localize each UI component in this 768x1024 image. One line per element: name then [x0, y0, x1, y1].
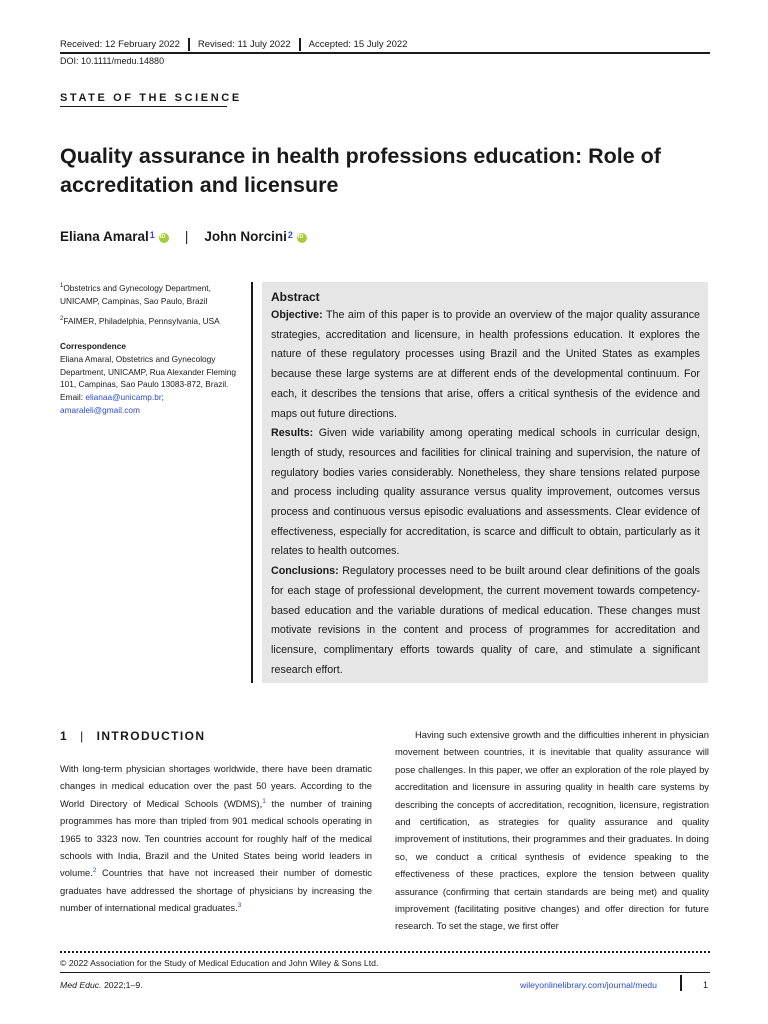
author-name[interactable]: Eliana Amaral — [60, 229, 149, 244]
doi: DOI: 10.1111/medu.14880 — [60, 56, 165, 66]
received-date: Received: 12 February 2022 — [60, 39, 180, 50]
affiliation-1: $^1$Obstetrics and Gynecology Department, UNICAMP, Campinas, Sao Paulo, Brazil — [60, 282, 211, 306]
section-tag-underline — [60, 106, 227, 107]
affiliations-panel — [60, 280, 250, 417]
body-column-right — [395, 726, 709, 935]
orcid-icon[interactable] — [297, 233, 307, 243]
date-separator — [299, 38, 301, 51]
abstract-objective: Objective: The aim of this paper is to provide an overview of the major quality assurance strategies, accreditation and licensure, in health professions education. It explores the nature of these regulatory processes using Brazil and the United States as examples because these large systems are at different ends of the developmental continuum. For each, it describes the tensions that arise, offers a critical synthesis of the evidence and maps out future directions. — [271, 309, 700, 420]
author-affiliation-marker[interactable]: 2 — [287, 229, 293, 240]
footer-rule — [60, 972, 710, 973]
page-number-rule — [680, 975, 682, 991]
date-separator — [188, 38, 190, 51]
accepted-date: Accepted: 15 July 2022 — [308, 39, 408, 50]
email-link[interactable]: amaraleli@gmail.com — [60, 404, 140, 415]
article-dates — [60, 38, 407, 51]
section-heading-separator: | — [80, 729, 85, 743]
revised-date: Revised: 11 July 2022 — [197, 39, 291, 50]
article-title: Quality assurance in health professions education: Role of accreditation and licensure — [60, 144, 661, 197]
body-paragraph: With long-term physician shortages worldwide, there have been dramatic changes in medical education over the past 50 years. According to the World Directory of Medical Schools (WDMS),$^1$ the number of training programmes has more than tripled from 901 medical schools operating in 1965 to 3323 now. Ten countries account for roughly half of the medical schools with India, Brazil and the United States being world leaders in volume.$^2$ Countries that have not increased their number of domestic graduates have addressed the shortage of physicians by increasing the number of international medical graduates.$^3$ — [60, 763, 372, 914]
correspondence-email — [60, 391, 250, 417]
correspondence-heading: Correspondence — [60, 340, 126, 351]
section-tag: STATE OF THE SCIENCE — [60, 92, 242, 104]
email-separator: ; — [161, 392, 164, 403]
email-label: Email: — [60, 392, 84, 403]
section-title: INTRODUCTION — [96, 729, 206, 743]
author-separator: | — [184, 229, 189, 244]
header-rule — [60, 52, 710, 54]
abstract-results: Results: Given wide variability among operating medical schools in curricular design, length of study, resources and facilities for clinical training and supervision, the nature of regulatory bodies varies considerably. Nonetheless, they share tensions related purpose and process including quality assurance versus quality improvement, outcomes versus process and continuous versus episodic evaluations and assessments. Clear evidence of effectiveness, especially for accreditation, is scarce and difficult to obtain, particularly as it relates to health outcomes. — [271, 427, 700, 558]
reference-link[interactable]: 3 — [237, 902, 242, 910]
author-name[interactable]: John Norcini — [204, 229, 287, 244]
reference-link[interactable]: 2 — [92, 867, 97, 875]
journal-website-link[interactable]: wileyonlinelibrary.com/journal/medu — [520, 980, 657, 990]
affiliation-2: $^2$FAIMER, Philadelphia, Pennsylvania, USA — [60, 316, 220, 327]
abstract-box — [262, 282, 708, 683]
author-list — [60, 229, 307, 244]
abstract-conclusions: Conclusions: Regulatory processes need to be built around clear definitions of the goals for each stage of professional development, the current movement towards competency-based education and the variable durations of medical education. These changes must motivate revisions in the content and process of programmes for accreditation and licensure, complimentary efforts towards quality of care, and stimulate a significant research effort. — [271, 565, 700, 676]
abstract-side-rule — [251, 282, 253, 683]
page-number: 1 — [703, 980, 709, 990]
footnote-divider — [60, 951, 710, 953]
reference-link[interactable]: 1 — [262, 797, 266, 805]
body-paragraph: Having such extensive growth and the difficulties inherent in physician movement between countries, it is inevitable that quality assurance will pose challenges. In this paper, we offer an exploration of the role played by accreditation and licensure in assuring quality in health care systems by describing the concepts of accreditation, recognition, licensure, registration and certification, as strategies for quality assurance and quality improvement of institutions, their programmes and their graduates. In doing so, we conduct a critical synthesis of evidence speaking to the effectiveness of these practices, explore the tension between quality assurance (confirming that certain standards are being met) and quality improvement (facilitating positive changes) and offer direction for future research. To set the stage, we first offer — [395, 729, 709, 932]
orcid-icon[interactable] — [159, 233, 169, 243]
section-number: 1 — [60, 729, 69, 743]
email-link[interactable]: elianaa@unicamp.br — [85, 392, 162, 403]
body-column-left — [60, 760, 372, 917]
copyright-notice: © 2022 Association for the Study of Medical Education and John Wiley & Sons Ltd. — [60, 958, 379, 968]
journal-citation: Med Educ. 2022;1–9. — [60, 980, 143, 990]
correspondence-address: Eliana Amaral, Obstetrics and Gynecology Department, UNICAMP, Rua Alexander Fleming 101, Campinas, Sao Paulo 13083-872, Brazil. — [60, 353, 237, 390]
abstract-heading: Abstract — [271, 290, 320, 304]
author-affiliation-marker[interactable]: 1 — [149, 229, 155, 240]
section-heading — [60, 729, 205, 743]
